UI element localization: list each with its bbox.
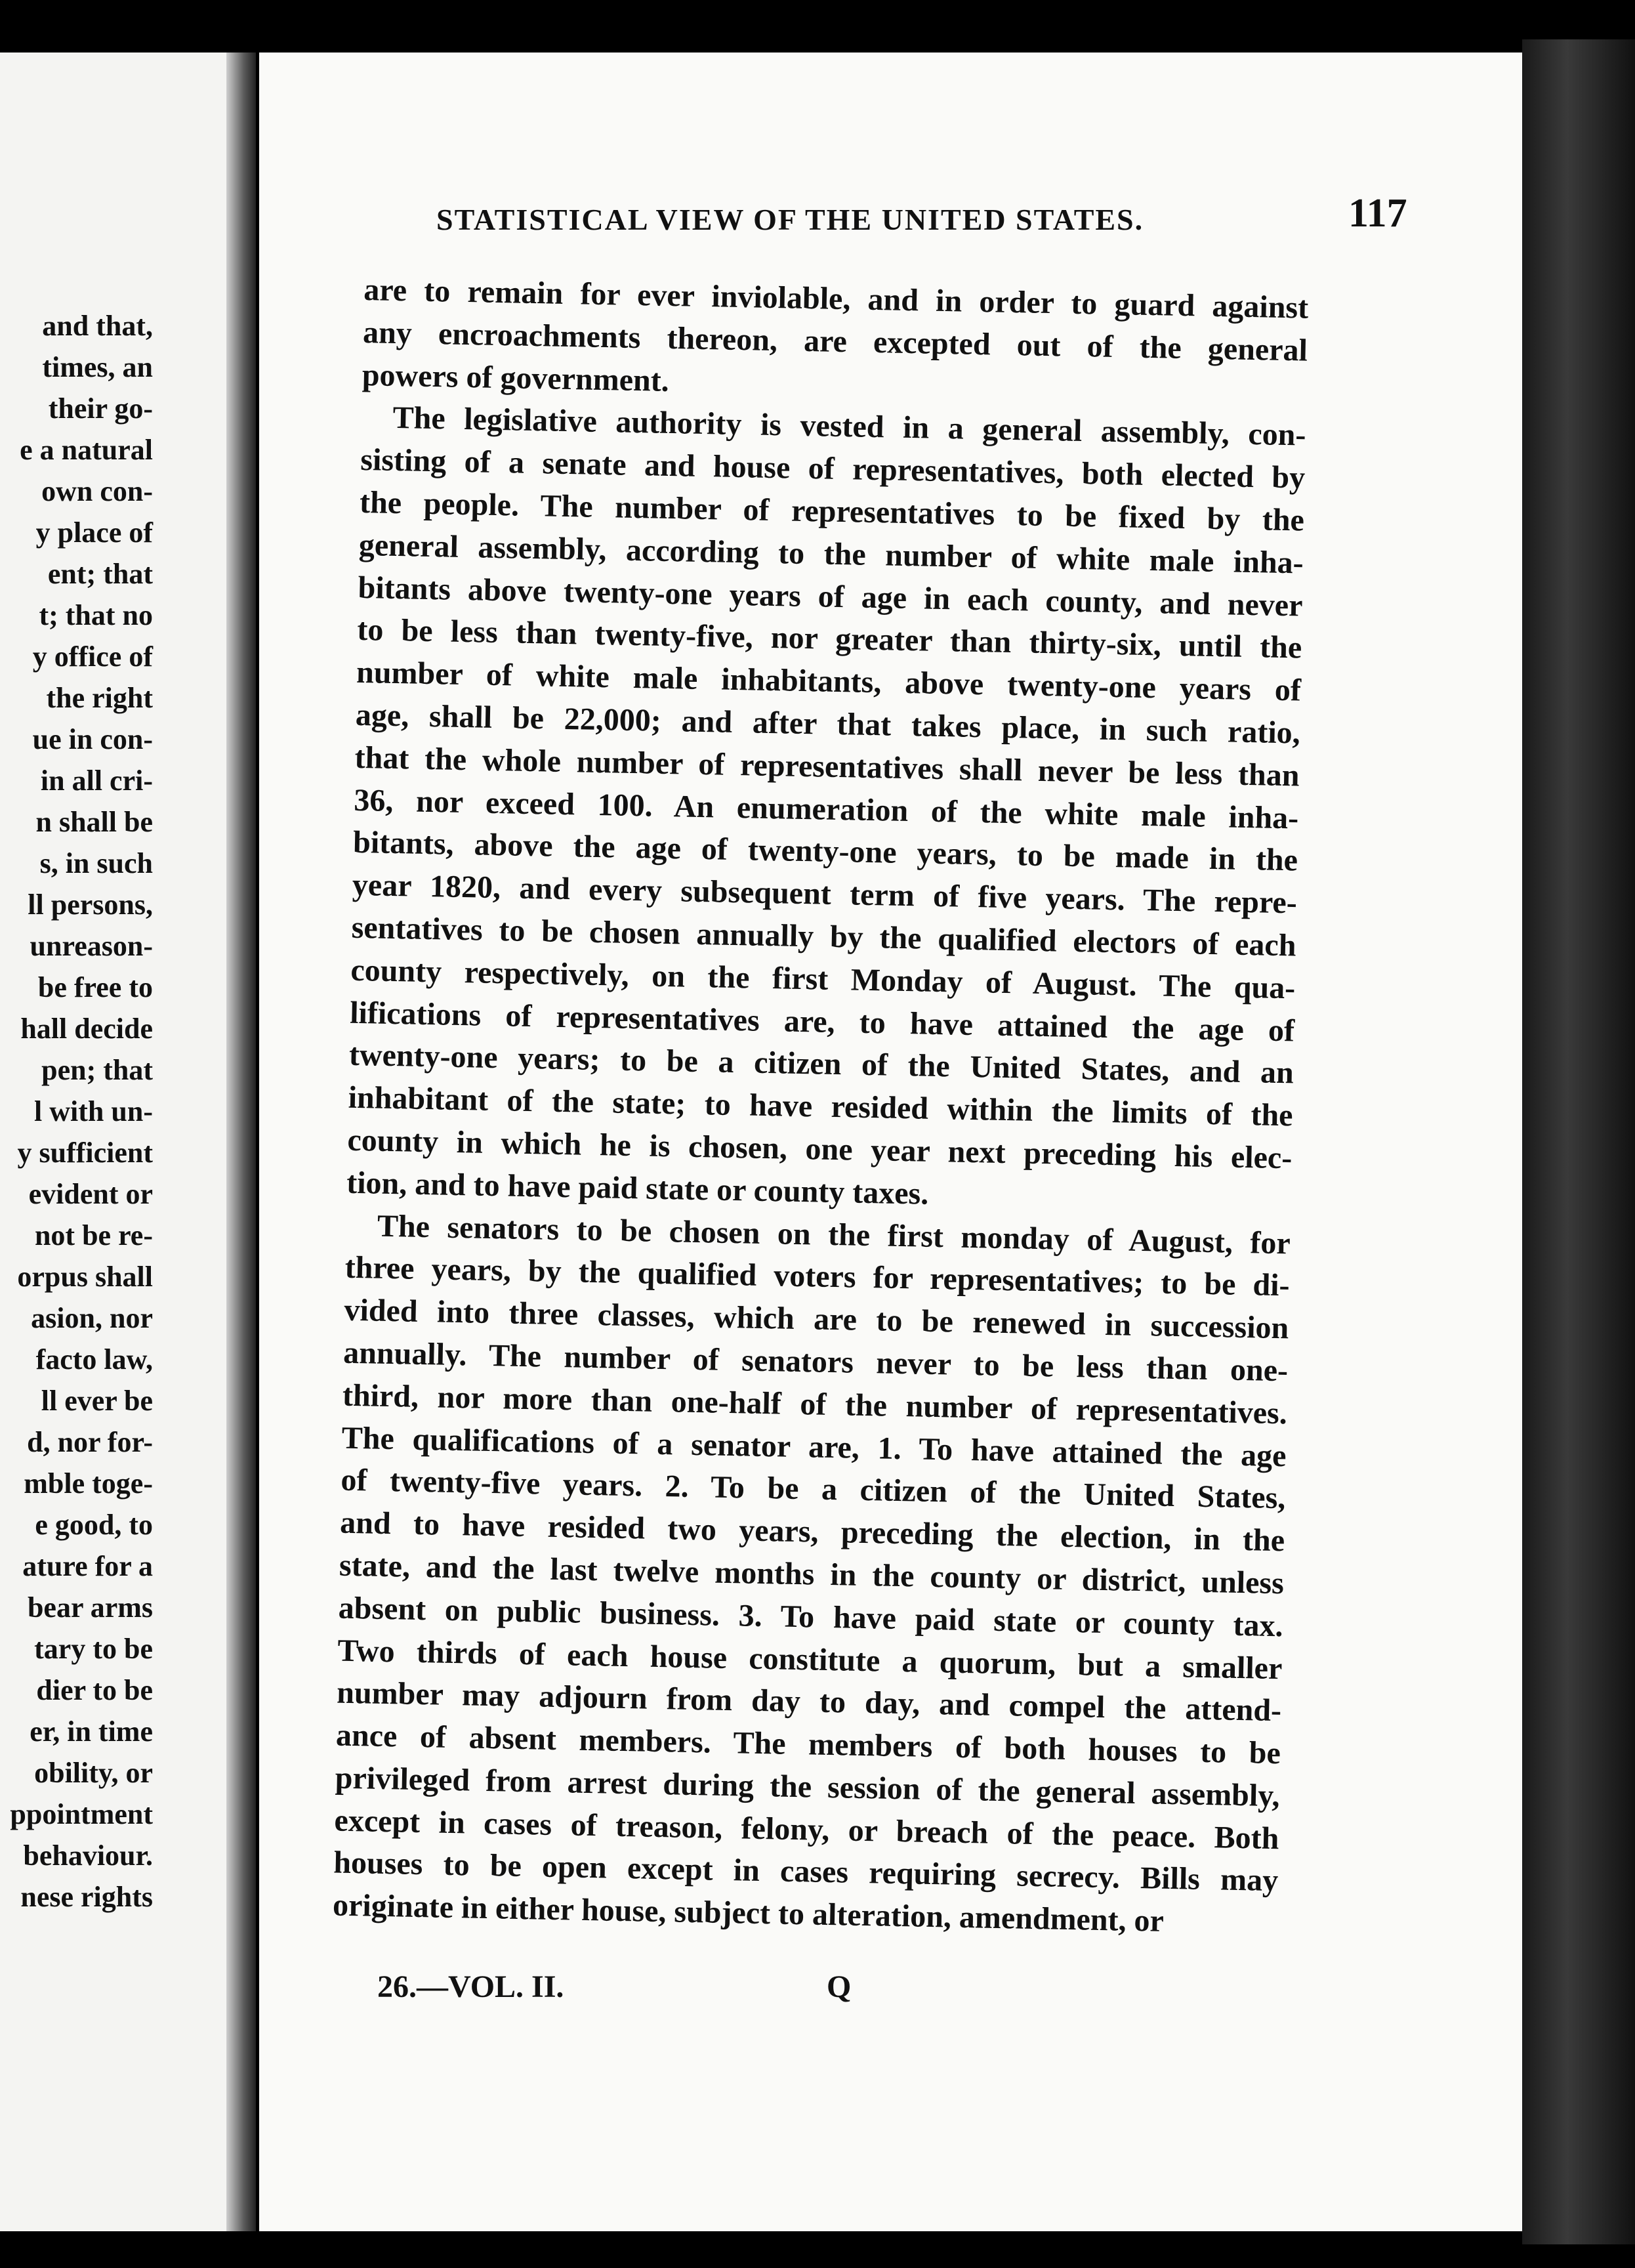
left-page-line: e a natural	[20, 434, 153, 466]
left-page-line: the right	[46, 682, 153, 714]
body-line: The senators to be chosen on the first monday of August, for	[377, 1208, 1291, 1261]
body-line: absent on public business. 3. To have paid state or county tax.	[338, 1590, 1284, 1643]
left-page-line: their go-	[48, 392, 153, 425]
body-line: of twenty-five years. 2. To be a citizen of the United States,	[341, 1462, 1286, 1516]
left-page-line: unreason-	[30, 930, 153, 962]
left-page-line: times, an	[42, 351, 153, 383]
left-page-line: facto law,	[35, 1343, 153, 1376]
left-page-line: ue in con-	[32, 723, 153, 755]
body-line: ance of absent members. The members of both houses to be	[335, 1717, 1281, 1771]
body-line: bitants above twenty-one years of age in each county, and never	[358, 570, 1303, 623]
left-page-line: e good, to	[35, 1509, 153, 1541]
body-line: sisting of a senate and house of representatives, both elected by	[360, 442, 1306, 495]
left-page-line: y sufficient	[17, 1137, 153, 1169]
left-page-line: n shall be	[35, 806, 153, 838]
left-page-line: and that,	[42, 310, 153, 342]
body-line: are to remain for ever inviolable, and in order to guard against	[363, 272, 1309, 326]
body-line: Two thirds of each house constitute a quorum, but a smaller	[337, 1633, 1283, 1686]
left-page-line: obility, or	[34, 1757, 153, 1789]
left-page-line: nese rights	[20, 1881, 153, 1913]
left-page	[0, 52, 226, 2231]
left-page-line: y office of	[32, 640, 153, 673]
body-line: number may adjourn from day to day, and compel the attend-	[336, 1675, 1282, 1729]
page-number: 117	[1348, 191, 1407, 236]
body-line: originate in either house, subject to alteration, amendment, or	[332, 1887, 1165, 1939]
body-line: three years, by the qualified voters for representatives; to be di-	[344, 1250, 1291, 1303]
left-page-line: behaviour.	[23, 1839, 153, 1872]
left-page-line: ll persons,	[28, 889, 153, 921]
body-line: houses to be open except in cases requiring secrecy. Bills may	[333, 1845, 1279, 1899]
left-page-line: bear arms	[27, 1591, 153, 1624]
body-text	[332, 269, 1308, 1945]
body-line: third, nor more than one-half of the number of representatives.	[342, 1377, 1288, 1431]
body-line: privileged from arrest during the session of the general assembly,	[335, 1760, 1281, 1814]
body-line: age, shall be 22,000; and after that takes place, in such ratio,	[355, 697, 1301, 751]
body-line: vided into three classes, which are to be renewed in succession	[344, 1292, 1289, 1346]
left-page-line: dier to be	[36, 1674, 153, 1706]
body-line: bitants, above the age of twenty-one years, to be made in the	[352, 825, 1298, 878]
body-line: state, and the last twelve months in the county or district, unless	[339, 1547, 1285, 1601]
left-page-line: l with un-	[34, 1095, 153, 1127]
body-line: except in cases of treason, felony, or breach of the peace. Both	[334, 1803, 1279, 1856]
left-page-line: asion, nor	[31, 1302, 153, 1334]
left-page-line: own con-	[41, 475, 153, 507]
left-page-line: in all cri-	[40, 765, 153, 797]
body-line: that the whole number of representatives shall never be less than	[354, 740, 1300, 793]
left-page-line: er, in time	[30, 1715, 153, 1748]
left-page-line: mble toge-	[24, 1467, 153, 1500]
book-edge	[1522, 39, 1635, 2244]
body-line: twenty-one years; to be a citizen of the United States, and an	[348, 1038, 1294, 1091]
body-line: any encroachments thereon, are excepted out of the general	[362, 314, 1308, 368]
body-line: and to have resided two years, preceding the election, in the	[339, 1505, 1285, 1559]
left-page-line: ature for a	[22, 1550, 153, 1582]
left-page-line: orpus shall	[17, 1261, 153, 1293]
body-line: to be less than twenty-five, nor greater than thirty-six, until the	[356, 612, 1302, 665]
left-page-line: d, nor for-	[27, 1426, 153, 1458]
page-footer	[377, 1969, 1296, 2021]
sheet-letter: Q	[827, 1969, 852, 2004]
left-page-text	[0, 305, 153, 1918]
body-line: year 1820, and every subsequent term of five years. The repre-	[352, 867, 1298, 921]
right-page	[259, 52, 1522, 2231]
body-line: lifications of representatives are, to have attained the age of	[349, 995, 1295, 1048]
left-page-line: s, in such	[39, 847, 153, 879]
body-line: The legislative authority is vested in a general assembly, con-	[392, 400, 1306, 453]
body-line: 36, nor exceed 100. An enumeration of the white male inha-	[353, 782, 1299, 836]
body-line: number of white male inhabitants, above twenty-one years of	[356, 655, 1302, 708]
running-head: STATISTICAL VIEW OF THE UNITED STATES.	[436, 203, 1144, 236]
left-page-line: pen; that	[41, 1054, 153, 1086]
left-page-line: ll ever be	[41, 1385, 153, 1417]
body-line: county respectively, on the first Monday of August. The qua-	[350, 952, 1296, 1006]
left-page-line: t; that no	[39, 599, 153, 631]
signature-mark: 26.—VOL. II.	[377, 1969, 564, 2004]
body-line: county in which he is chosen, one year next preceding his elec-	[347, 1122, 1293, 1176]
body-line: annually. The number of senators never to be less than one-	[342, 1335, 1289, 1389]
body-line: sentatives to be chosen annually by the qualified electors of each	[351, 910, 1296, 963]
left-page-line: ppointment	[10, 1798, 153, 1830]
left-page-line: ent; that	[47, 558, 153, 590]
body-line: The qualifications of a senator are, 1. To have attained the age	[341, 1420, 1287, 1473]
body-line: tion, and to have paid state or county taxes.	[346, 1165, 929, 1211]
body-line: powers of government.	[362, 357, 670, 398]
book-gutter	[226, 52, 256, 2231]
body-line: inhabitant of the state; to have resided within the limits of the	[348, 1080, 1294, 1133]
body-line: general assembly, according to the number of white male inha-	[358, 527, 1304, 581]
left-page-line: y place of	[35, 516, 153, 549]
left-page-line: evident or	[28, 1178, 153, 1210]
body-line: the people. The number of representatives to be fixed by the	[359, 484, 1305, 538]
left-page-line: be free to	[37, 971, 153, 1003]
left-page-line: not be re-	[34, 1219, 153, 1251]
left-page-line: hall decide	[20, 1013, 153, 1045]
left-page-line: tary to be	[34, 1633, 153, 1665]
